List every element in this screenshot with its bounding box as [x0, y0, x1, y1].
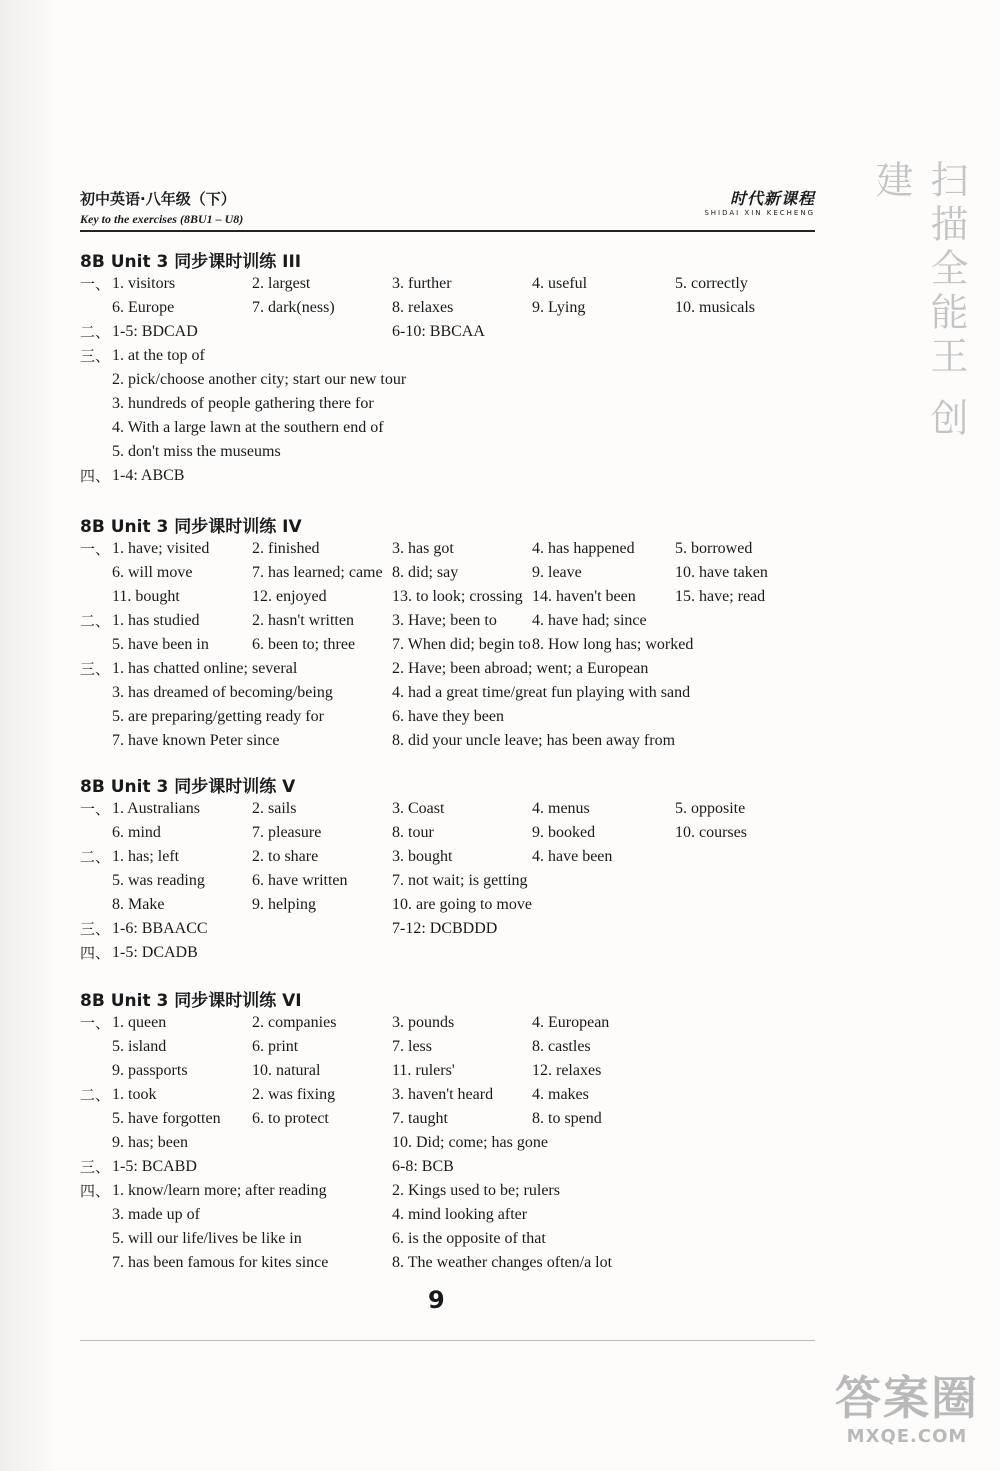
section-title: 8B Unit 3 同步课时训练 VI [80, 991, 302, 1011]
answer-item: 1-5: DCADB [112, 944, 198, 961]
answer-item: 7-12: DCBDDD [392, 920, 498, 937]
answer-line [0, 845, 1000, 869]
answer-item: 2. companies [252, 1014, 337, 1031]
answer-item: 8. The weather changes often/a lot [392, 1254, 613, 1271]
answer-item: 13. to look; crossing [392, 588, 523, 605]
part-marker: 四、 [80, 944, 111, 962]
answer-item: 5. island [112, 1038, 167, 1055]
watermark-url: MXQE.COM [846, 1426, 968, 1447]
answer-item: 14. haven't been [532, 588, 636, 605]
answer-item: 11. rulers' [392, 1062, 455, 1079]
answer-item: 2. finished [252, 540, 320, 557]
answer-item: 1. visitors [112, 275, 176, 292]
answer-item: 9. helping [252, 896, 316, 913]
answer-line [0, 561, 1000, 585]
answer-line [0, 1083, 1000, 1107]
answer-item: 5. was reading [112, 872, 205, 889]
answer-line [0, 657, 1000, 681]
answer-line [0, 320, 1000, 344]
answer-item: 9. leave [532, 564, 582, 581]
answer-item: 1. has studied [112, 612, 200, 629]
answer-line [0, 1227, 1000, 1251]
answer-item: 9. passports [112, 1062, 188, 1079]
answer-line [0, 1251, 1000, 1275]
header-rule [80, 230, 815, 232]
answer-item: 10. courses [675, 824, 747, 841]
answer-item: 10. natural [252, 1062, 321, 1079]
answer-item: 11. bought [112, 588, 180, 605]
part-marker: 一、 [80, 1014, 111, 1032]
answer-item: 7. has been famous for kites since [112, 1254, 329, 1271]
part-marker: 二、 [80, 1086, 111, 1104]
section-title: 8B Unit 3 同步课时训练 III [80, 252, 302, 272]
answer-item: 6. is the opposite of that [392, 1230, 546, 1247]
answer-item: 7. When did; begin to [392, 636, 531, 653]
answer-item: 1. have; visited [112, 540, 210, 557]
scanner-stamp: 扫描全能王 创建 [869, 160, 968, 443]
answer-item: 4. With a large lawn at the southern end of [112, 419, 384, 436]
answer-item: 6. have they been [392, 708, 504, 725]
answer-item: 3. further [392, 275, 452, 292]
answer-item: 8. relaxes [392, 299, 454, 316]
answer-line [0, 941, 1000, 965]
answer-line [0, 1155, 1000, 1179]
part-marker: 一、 [80, 540, 111, 558]
answer-line [0, 537, 1000, 561]
answer-item: 6. print [252, 1038, 299, 1055]
answer-item: 3. bought [392, 848, 453, 865]
answer-item: 2. pick/choose another city; start our new tour [112, 371, 407, 388]
answer-item: 6. will move [112, 564, 193, 581]
answer-item: 1. took [112, 1086, 157, 1103]
answer-line [0, 296, 1000, 320]
book-title: 初中英语·八年级（下） [80, 190, 236, 208]
part-marker: 三、 [80, 1158, 111, 1176]
answer-line [0, 1035, 1000, 1059]
section-title: 8B Unit 3 同步课时训练 V [80, 777, 296, 797]
section-title: 8B Unit 3 同步课时训练 IV [80, 517, 302, 537]
answer-item: 5. will our life/lives be like in [112, 1230, 302, 1247]
answer-line [0, 705, 1000, 729]
answer-item: 6-8: BCB [392, 1158, 454, 1175]
answer-item: 6. mind [112, 824, 161, 841]
part-marker: 二、 [80, 612, 111, 630]
answer-item: 8. tour [392, 824, 434, 841]
part-marker: 二、 [80, 848, 111, 866]
answer-line [0, 869, 1000, 893]
answer-item: 1-5: BCABD [112, 1158, 197, 1175]
answer-item: 5. have been in [112, 636, 209, 653]
answer-item: 4. mind looking after [392, 1206, 528, 1223]
part-marker: 四、 [80, 467, 111, 485]
part-marker: 三、 [80, 920, 111, 938]
answer-item: 3. made up of [112, 1206, 200, 1223]
answer-line [0, 681, 1000, 705]
answer-line [0, 368, 1000, 392]
answer-item: 7. taught [392, 1110, 448, 1127]
answer-item: 5. don't miss the museums [112, 443, 281, 460]
footer-rule [80, 1340, 815, 1341]
key-line: Key to the exercises (8BU1 – U8) [80, 212, 244, 226]
answer-line [0, 440, 1000, 464]
answer-item: 15. have; read [675, 588, 766, 605]
answer-item: 8. castles [532, 1038, 591, 1055]
answer-item: 3. haven't heard [392, 1086, 494, 1103]
answer-item: 4. useful [532, 275, 588, 292]
answer-item: 6. been to; three [252, 636, 356, 653]
answer-item: 7. has learned; came [252, 564, 383, 581]
answer-item: 5. have forgotten [112, 1110, 221, 1127]
answer-item: 7. not wait; is getting [392, 872, 528, 889]
answer-item: 6. Europe [112, 299, 175, 316]
answer-item: 4. has happened [532, 540, 635, 557]
answer-line [0, 797, 1000, 821]
answer-item: 9. booked [532, 824, 596, 841]
answer-line [0, 416, 1000, 440]
answer-item: 8. How long has; worked [532, 636, 694, 653]
answer-item: 4. had a great time/great fun playing with sand [392, 684, 691, 701]
answer-item: 7. dark(ness) [252, 299, 335, 316]
page-number: 9 [428, 1286, 445, 1314]
site-watermark [822, 1370, 992, 1462]
answer-line [0, 821, 1000, 845]
answer-line [0, 392, 1000, 416]
answer-item: 1. know/learn more; after reading [112, 1182, 327, 1199]
answer-item: 1. queen [112, 1014, 167, 1031]
answer-item: 9. Lying [532, 299, 586, 316]
answer-item: 10. have taken [675, 564, 768, 581]
answer-item: 10. musicals [675, 299, 755, 316]
answer-item: 5. correctly [675, 275, 748, 292]
part-marker: 二、 [80, 323, 111, 341]
brand-name: 时代新课程 [729, 189, 815, 208]
watermark-logo: 答案圈 [835, 1371, 979, 1425]
answer-item: 2. Have; been abroad; went; a European [392, 660, 649, 677]
answer-item: 3. pounds [392, 1014, 455, 1031]
answer-item: 8. Make [112, 896, 165, 913]
answer-line [0, 1203, 1000, 1227]
answer-item: 1-6: BBAACC [112, 920, 208, 937]
answer-item: 7. less [392, 1038, 432, 1055]
answer-line [0, 344, 1000, 368]
answer-item: 6. to protect [252, 1110, 329, 1127]
answer-item: 6. have written [252, 872, 348, 889]
answer-item: 6-10: BBCAA [392, 323, 485, 340]
answer-item: 3. Coast [392, 800, 445, 817]
answer-item: 2. Kings used to be; rulers [392, 1182, 560, 1199]
answer-item: 4. have had; since [532, 612, 647, 629]
answer-item: 3. Have; been to [392, 612, 497, 629]
answer-item: 2. largest [252, 275, 311, 292]
answer-item: 8. did your uncle leave; has been away from [392, 732, 676, 749]
answer-item: 5. opposite [675, 800, 746, 817]
answer-line [0, 1131, 1000, 1155]
answer-line [0, 1059, 1000, 1083]
answer-item: 2. to share [252, 848, 319, 865]
answer-line [0, 1107, 1000, 1131]
brand-logo [704, 186, 815, 217]
answer-item: 1-4: ABCB [112, 467, 185, 484]
part-marker: 三、 [80, 660, 111, 678]
answer-item: 4. European [532, 1014, 610, 1031]
answer-line [0, 585, 1000, 609]
brand-name-pinyin: SHIDAI XIN KECHENG [704, 209, 815, 217]
answer-item: 5. borrowed [675, 540, 753, 557]
answer-item: 2. was fixing [252, 1086, 336, 1103]
answer-item: 5. are preparing/getting ready for [112, 708, 324, 725]
answer-line [0, 893, 1000, 917]
answer-item: 4. makes [532, 1086, 589, 1103]
answer-item: 2. sails [252, 800, 297, 817]
answer-item: 10. Did; come; has gone [392, 1134, 548, 1151]
answer-item: 7. pleasure [252, 824, 322, 841]
answer-item: 1. has; left [112, 848, 180, 865]
answer-line [0, 272, 1000, 296]
answer-item: 2. hasn't written [252, 612, 354, 629]
page-header [80, 188, 815, 227]
answer-item: 4. menus [532, 800, 590, 817]
answer-line [0, 464, 1000, 488]
answer-line [0, 917, 1000, 941]
answer-item: 4. have been [532, 848, 613, 865]
answer-item: 12. enjoyed [252, 588, 327, 605]
answer-line [0, 729, 1000, 753]
answer-item: 1. has chatted online; several [112, 660, 298, 677]
answer-item: 3. has got [392, 540, 454, 557]
answer-item: 1. Australians [112, 800, 200, 817]
answer-item: 10. are going to move [392, 896, 532, 913]
answer-line [0, 609, 1000, 633]
part-marker: 三、 [80, 347, 111, 365]
answer-item: 9. has; been [112, 1134, 188, 1151]
answer-item: 12. relaxes [532, 1062, 602, 1079]
answer-item: 8. to spend [532, 1110, 602, 1127]
answer-item: 8. did; say [392, 564, 459, 581]
part-marker: 四、 [80, 1182, 111, 1200]
answer-item: 3. has dreamed of becoming/being [112, 684, 333, 701]
answer-item: 1. at the top of [112, 347, 205, 364]
answer-item: 1-5: BDCAD [112, 323, 198, 340]
answer-line [0, 1179, 1000, 1203]
answer-item: 7. have known Peter since [112, 732, 280, 749]
answer-line [0, 1011, 1000, 1035]
part-marker: 一、 [80, 800, 111, 818]
answer-line [0, 633, 1000, 657]
part-marker: 一、 [80, 275, 111, 293]
answer-item: 3. hundreds of people gathering there for [112, 395, 374, 412]
